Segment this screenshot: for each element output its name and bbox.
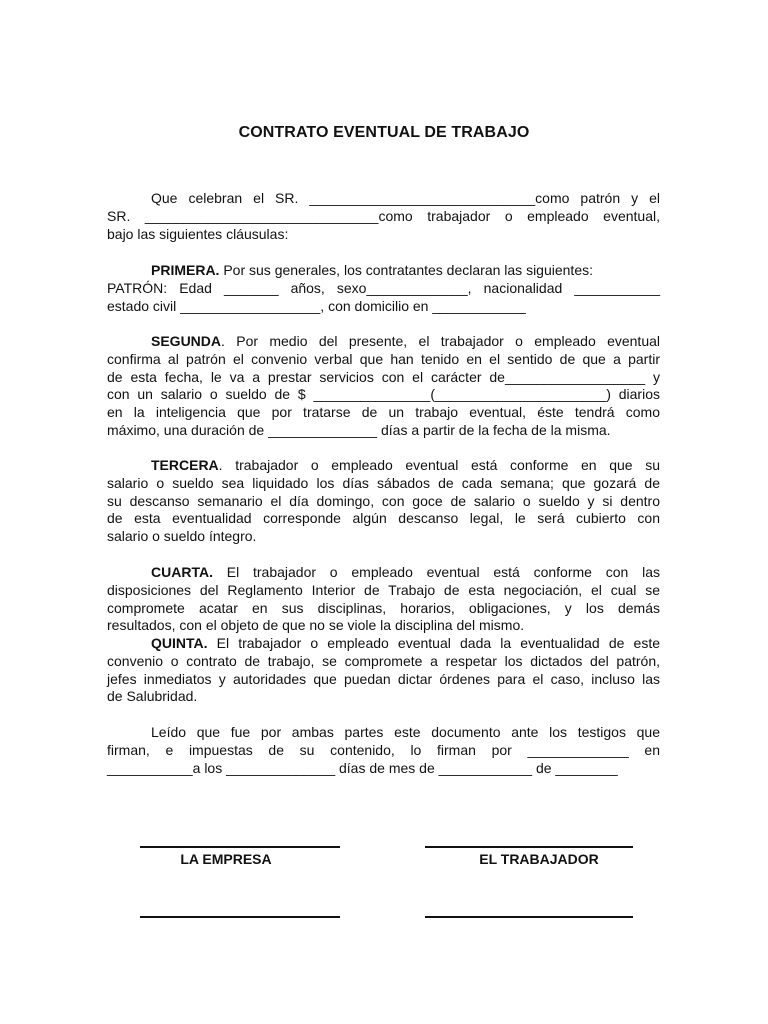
clause-primera — [107, 262, 660, 315]
clause-text: en la inteligencia que por tratarse de un trabajo eventual, éste tendrá como — [107, 404, 660, 421]
clause-text: convenio o contrato de trabajo, se compromete a respetar los dictados del patrón, — [107, 652, 660, 669]
clause-text: PATRÓN: Edad _______ años, sexo_____________, nacionalidad ___________ — [107, 279, 660, 296]
clause-text: de esta fecha, le va a prestar servicios con el carácter de__________________ y — [107, 368, 660, 385]
clause-text: El trabajador o empleado eventual dada la eventualidad de este — [207, 635, 660, 651]
closing-line-2: firman, e impuestas de su contenido, lo firman por _____________ en — [107, 741, 660, 758]
clause-text: su descanso semanario el día domingo, con goce de salario o sueldo y si dentro — [107, 492, 660, 509]
clause-text: de Salubridad. — [107, 688, 198, 705]
clause-cuarta — [107, 564, 660, 635]
clause-text: confirma al patrón el convenio verbal que han tenido en el sentido de que a partir — [107, 350, 660, 367]
intro-line-2: SR. ______________________________como trabajador o empleado eventual, — [107, 207, 660, 224]
clause-text: jefes inmediatos y autoridades que puedan dictar órdenes para el caso, incluso las — [107, 670, 660, 687]
signature-label-trabajador: EL TRABAJADOR — [479, 851, 599, 867]
clause-text: con un salario o sueldo de $ _______________(______________________) diarios — [107, 386, 660, 403]
signature-line-trabajador — [425, 846, 633, 848]
closing-line-1: Leído que fue por ambas partes este documento ante los testigos que — [151, 724, 660, 740]
clause-segunda — [107, 333, 660, 440]
clause-text: máximo, una duración de ______________ días a partir de la fecha de la misma. — [107, 421, 611, 438]
clause-text: resultados, con el objeto de que no se viole la disciplina del mismo. — [107, 617, 525, 634]
intro-line-1: Que celebran el SR. _____________________________como patrón y el — [151, 190, 660, 206]
clause-text: disposiciones del Reglamento Interior de Trabajo de esta negociación, el cual se — [107, 581, 660, 598]
witness-signature-line-left — [140, 916, 340, 918]
clause-heading: PRIMERA. — [151, 262, 220, 278]
clause-text: compromete acatar en sus disciplinas, horarios, obligaciones, y los demás — [107, 599, 660, 616]
clause-text: . trabajador o empleado eventual está conforme en que su — [218, 457, 660, 473]
clause-quinta — [107, 635, 660, 706]
signature-label-empresa: LA EMPRESA — [180, 851, 272, 867]
witness-signature-line-right — [425, 916, 633, 918]
clause-text: salario o sueldo íntegro. — [107, 528, 257, 545]
intro-line-3: bajo las siguientes cláusulas: — [107, 225, 289, 242]
intro-paragraph — [107, 190, 660, 243]
clause-text: salario o sueldo sea liquidado los días sábados de cada semana; que gozará de — [107, 474, 660, 491]
clause-tercera — [107, 457, 660, 546]
clause-text: . Por medio del presente, el trabajador o empleado eventual — [221, 333, 660, 349]
signature-line-empresa — [140, 846, 340, 848]
clause-heading: CUARTA. — [151, 564, 213, 580]
clause-text: Por sus generales, los contratantes declaran las siguientes: — [219, 262, 593, 278]
clause-heading: QUINTA. — [151, 635, 208, 651]
clause-text: de esta eventualidad corresponde algún descanso legal, le será cubierto con — [107, 510, 660, 527]
closing-line-3: ___________a los ______________ días de mes de ____________ de ________ — [107, 759, 618, 776]
clause-heading: TERCERA — [151, 457, 219, 473]
closing-paragraph — [107, 724, 660, 777]
clause-text: El trabajador o empleado eventual está conforme con las — [212, 564, 660, 580]
clause-heading: SEGUNDA — [151, 333, 222, 349]
clause-text: estado civil __________________, con domicilio en ____________ — [107, 297, 526, 314]
document-title: CONTRATO EVENTUAL DE TRABAJO — [238, 124, 530, 141]
